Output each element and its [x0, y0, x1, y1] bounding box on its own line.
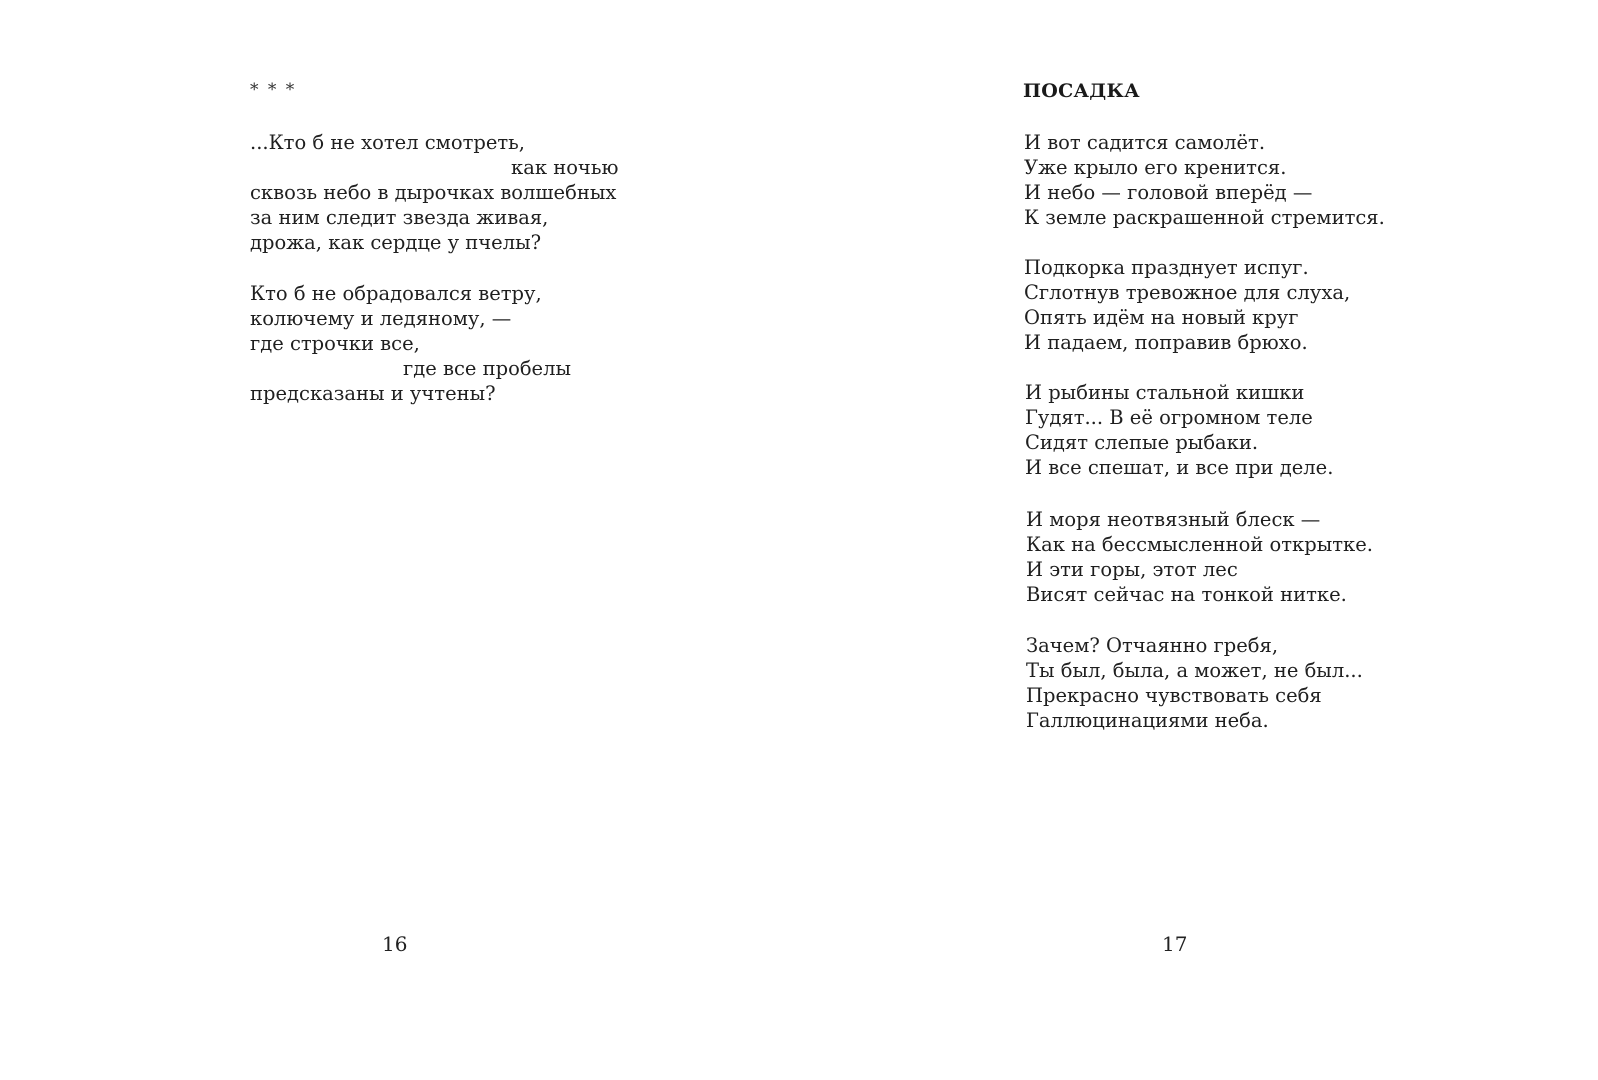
left-poem-stanza-2	[250, 281, 571, 406]
poem-line: Гудят... В её огромном теле	[1025, 406, 1313, 429]
poem-line: И вот садится самолёт.	[1024, 131, 1266, 154]
poem-line: предсказаны и учтены?	[250, 382, 496, 405]
poem-line: дрожа, как сердце у пчелы?	[250, 231, 542, 254]
poem-line: И падаем, поправив брюхо.	[1024, 331, 1308, 354]
poem-line: Прекрасно чувствовать себя	[1026, 684, 1322, 707]
poem-line: Сидят слепые рыбаки.	[1025, 431, 1259, 454]
poem-line: ...Кто б не хотел смотреть,	[250, 131, 525, 154]
right-poem-stanza-1	[1024, 130, 1385, 230]
poem-line: Уже крыло его кренится.	[1024, 156, 1287, 179]
poem-line: как ночью	[511, 156, 619, 179]
poem-line: Зачем? Отчаянно гребя,	[1026, 634, 1279, 657]
right-page	[799, 0, 1598, 1080]
poem-line: И эти горы, этот лес	[1026, 558, 1238, 581]
poem-line: Опять идём на новый круг	[1024, 306, 1299, 329]
poem-line: колючему и ледяному, —	[250, 307, 512, 330]
poem-line: сквозь небо в дырочках волшебных	[250, 181, 617, 204]
poem-line: Подкорка празднует испуг.	[1024, 256, 1309, 279]
right-poem-stanza-5	[1026, 633, 1363, 733]
right-poem-stanza-2	[1024, 255, 1350, 355]
poem-line: за ним следит звезда живая,	[250, 206, 549, 229]
poem-title: ПОСАДКА	[1023, 80, 1140, 102]
poem-line: Кто б не обрадовался ветру,	[250, 282, 542, 305]
page-number-right: 17	[1162, 932, 1188, 956]
poem-separator-asterisks: * * *	[250, 80, 297, 100]
right-poem-stanza-3	[1025, 380, 1333, 480]
poem-line: где все пробелы	[403, 357, 572, 380]
poem-line: К земле раскрашенной стремится.	[1024, 206, 1385, 229]
page-number-left: 16	[382, 932, 408, 956]
poem-line: И небо — головой вперёд —	[1024, 181, 1313, 204]
poem-line: И все спешат, и все при деле.	[1025, 456, 1334, 479]
poem-line: Сглотнув тревожное для слуха,	[1024, 281, 1351, 304]
right-poem-stanza-4	[1026, 507, 1373, 607]
poem-line: где строчки все,	[250, 332, 420, 355]
poem-line: Как на бессмысленной открытке.	[1026, 533, 1373, 556]
poem-line: Ты был, была, а может, не был...	[1026, 659, 1363, 682]
poem-line: И рыбины стальной кишки	[1025, 381, 1305, 404]
left-poem-stanza-1	[250, 130, 618, 255]
poem-line: Висят сейчас на тонкой нитке.	[1026, 583, 1347, 606]
poem-line: Галлюцинациями неба.	[1026, 709, 1269, 732]
poem-line: И моря неотвязный блеск —	[1026, 508, 1321, 531]
